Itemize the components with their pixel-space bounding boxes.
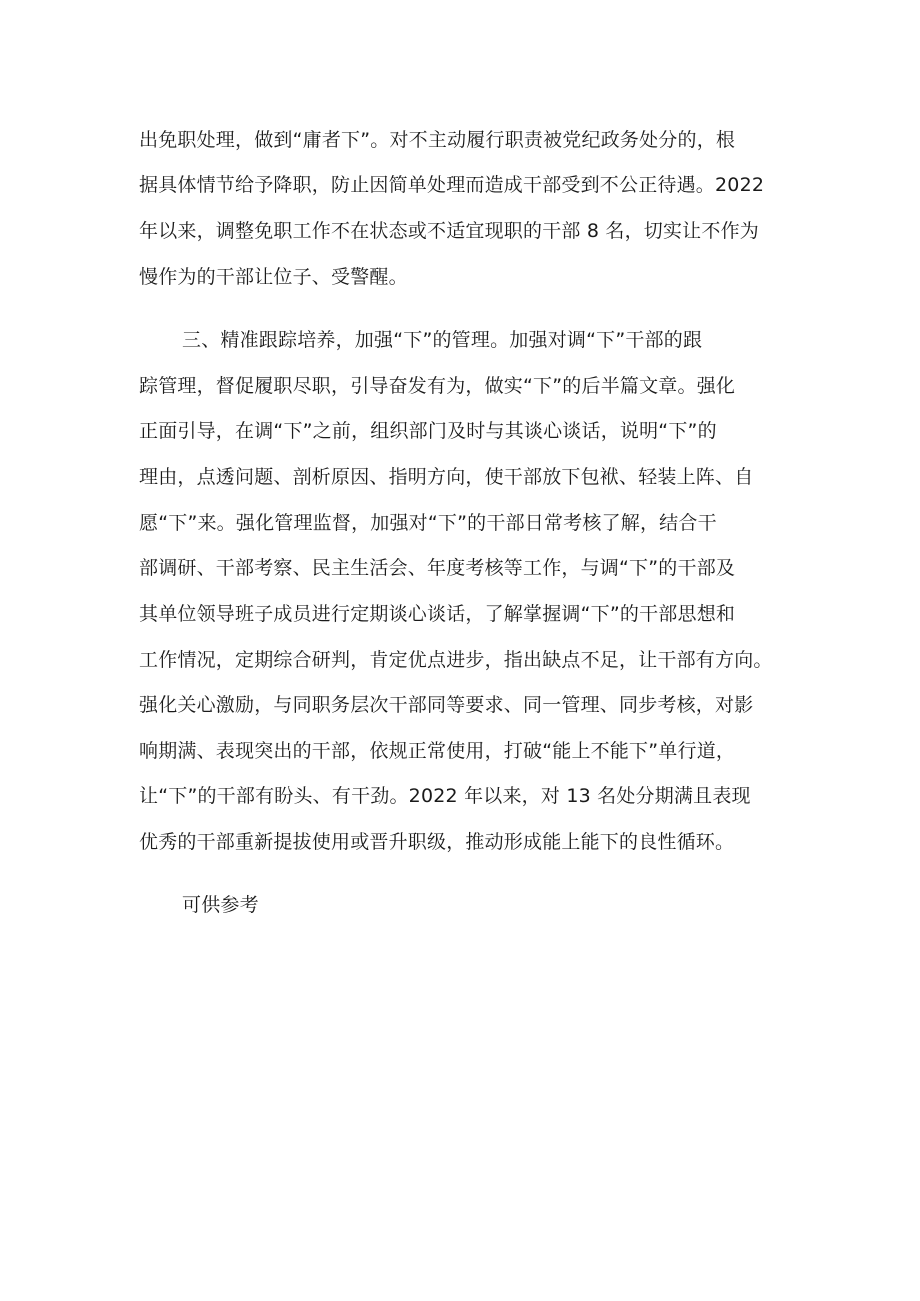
paragraph-2-line-8: 工作情况，定期综合研判，肯定优点进步，指出缺点不足，让干部有方向。: [139, 649, 773, 671]
paragraph-1-line-4: 慢作为的干部让位子、受警醒。: [139, 266, 408, 288]
paragraph-2-line-6: 部调研、干部考察、民主生活会、年度考核等工作，与调“下”的干部及: [139, 557, 736, 579]
paragraph-2-line-5: 愿“下”来。强化管理监督，加强对“下”的干部日常考核了解，结合干: [139, 512, 717, 534]
paragraph-2-line-7: 其单位领导班子成员进行定期谈心谈话，了解掌握调“下”的干部思想和: [139, 603, 736, 625]
paragraph-2-line-12: 优秀的干部重新提拔使用或晋升职级，推动形成能上能下的良性循环。: [139, 831, 735, 853]
paragraph-2-line-2: 踪管理，督促履职尽职，引导奋发有为，做实“下”的后半篇文章。强化: [139, 375, 736, 397]
paragraph-2-line-9: 强化关心激励，与同职务层次干部同等要求、同一管理、同步考核，对影: [139, 694, 754, 716]
paragraph-2-line-4: 理由，点透问题、剖析原因、指明方向，使干部放下包袱、轻装上阵、自: [139, 466, 754, 488]
closing-note: 可供参考: [182, 894, 259, 916]
paragraph-1-line-3: 年以来，调整免职工作不在状态或不适宜现职的干部 8 名，切实让不作为: [139, 220, 759, 242]
paragraph-2-line-1: 三、精准跟踪培养，加强“下”的管理。加强对调“下”干部的跟: [182, 329, 703, 351]
paragraph-2-line-3: 正面引导，在调“下”之前，组织部门及时与其谈心谈话，说明“下”的: [139, 420, 717, 442]
paragraph-1-line-2: 据具体情节给予降职，防止因简单处理而造成干部受到不公正待遇。2022: [139, 174, 765, 196]
paragraph-2-line-11: 让“下”的干部有盼头、有干劲。2022 年以来，对 13 名处分期满且表现: [139, 785, 751, 807]
paragraph-2-line-10: 响期满、表现突出的干部，依规正常使用，打破“能上不能下”单行道，: [139, 740, 736, 762]
paragraph-1-line-1: 出免职处理，做到“庸者下”。对不主动履行职责被党纪政务处分的，根: [139, 129, 736, 151]
